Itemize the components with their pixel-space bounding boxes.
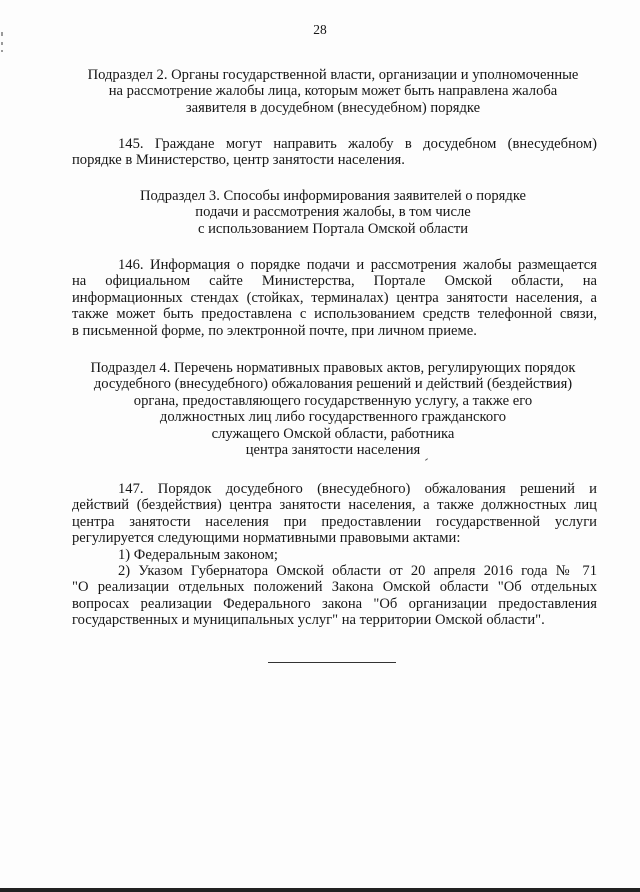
- heading-line: заявителя в досудебном (внесудебном) порядке: [185, 99, 481, 116]
- paragraph-line: также может быть предоставлена с использованием средств телефонной связи,: [72, 306, 597, 323]
- end-of-text-rule: [268, 662, 396, 663]
- paragraph-line: государственных и муниципальных услуг" на территории Омской области".: [72, 612, 545, 629]
- list-item: 1) Федеральным законом;: [118, 546, 278, 563]
- paragraph-147: [72, 481, 597, 629]
- scan-artifact: [425, 458, 428, 461]
- heading-line: с использованием Портала Омской области: [197, 220, 469, 237]
- heading-line: досудебного (внесудебного) обжалования решений и действий (бездействия): [93, 376, 573, 393]
- paragraph-line: 146. Информация о порядке подачи и рассмотрения жалобы размещается: [118, 257, 597, 273]
- heading-line: Подраздел 3. Способы информирования заявителей о порядке: [139, 188, 527, 204]
- paragraph-line: 147. Порядок досудебного (внесудебного) обжалования решений и: [118, 481, 597, 497]
- paragraph-line: регулируется следующими нормативными правовыми актами:: [72, 530, 461, 547]
- subsection-2-heading: [72, 67, 594, 116]
- heading-line: служащего Омской области, работника: [211, 425, 455, 442]
- heading-line: должностных лиц либо государственного гражданского: [159, 409, 507, 426]
- heading-line: Подраздел 2. Органы государственной власти, организации и уполномоченные: [87, 67, 579, 83]
- subsection-3-heading: [72, 188, 594, 237]
- paragraph-line: центра занятости населения при предоставлении государственной услуги: [72, 513, 597, 530]
- paragraph-line: информационных стендах (стойках, терминалах) центра занятости населения, а: [72, 289, 597, 306]
- paragraph-146: [72, 257, 597, 339]
- paragraph-line: вопросах реализации Федерального закона "Об организации предоставления: [72, 595, 597, 612]
- paragraph-line: порядке в Министерство, центр занятости населения.: [72, 152, 405, 169]
- list-item: 2) Указом Губернатора Омской области от 20 апреля 2016 года № 71: [118, 563, 597, 580]
- scan-bottom-edge: [0, 888, 640, 892]
- subsection-4-heading: [72, 360, 594, 458]
- paragraph-145: [72, 136, 597, 169]
- scan-artifact: [1, 50, 3, 52]
- page-number: 28: [313, 22, 327, 37]
- heading-line: Подраздел 4. Перечень нормативных правовых актов, регулирующих порядок: [90, 360, 576, 376]
- paragraph-line: действий (бездействия) центра занятости населения, а также должностных лиц: [72, 497, 597, 514]
- paragraph-line: 145. Граждане могут направить жалобу в досудебном (внесудебном): [118, 136, 597, 152]
- paragraph-line: "О реализации отдельных положений Закона Омской области "Об отдельных: [72, 579, 597, 596]
- heading-line: на рассмотрение жалобы лица, которым может быть направлена жалоба: [108, 83, 558, 100]
- paragraph-line: на официальном сайте Министерства, Портале Омской области, на: [72, 273, 597, 290]
- paragraph-line: в письменной форме, по электронной почте, при личном приеме.: [72, 322, 477, 339]
- heading-line: подачи и рассмотрения жалобы, в том числе: [195, 204, 471, 221]
- scan-artifact: [1, 42, 3, 45]
- heading-line: органа, предоставляющего государственную услугу, а также его: [133, 392, 533, 409]
- heading-line: центра занятости населения: [245, 442, 421, 459]
